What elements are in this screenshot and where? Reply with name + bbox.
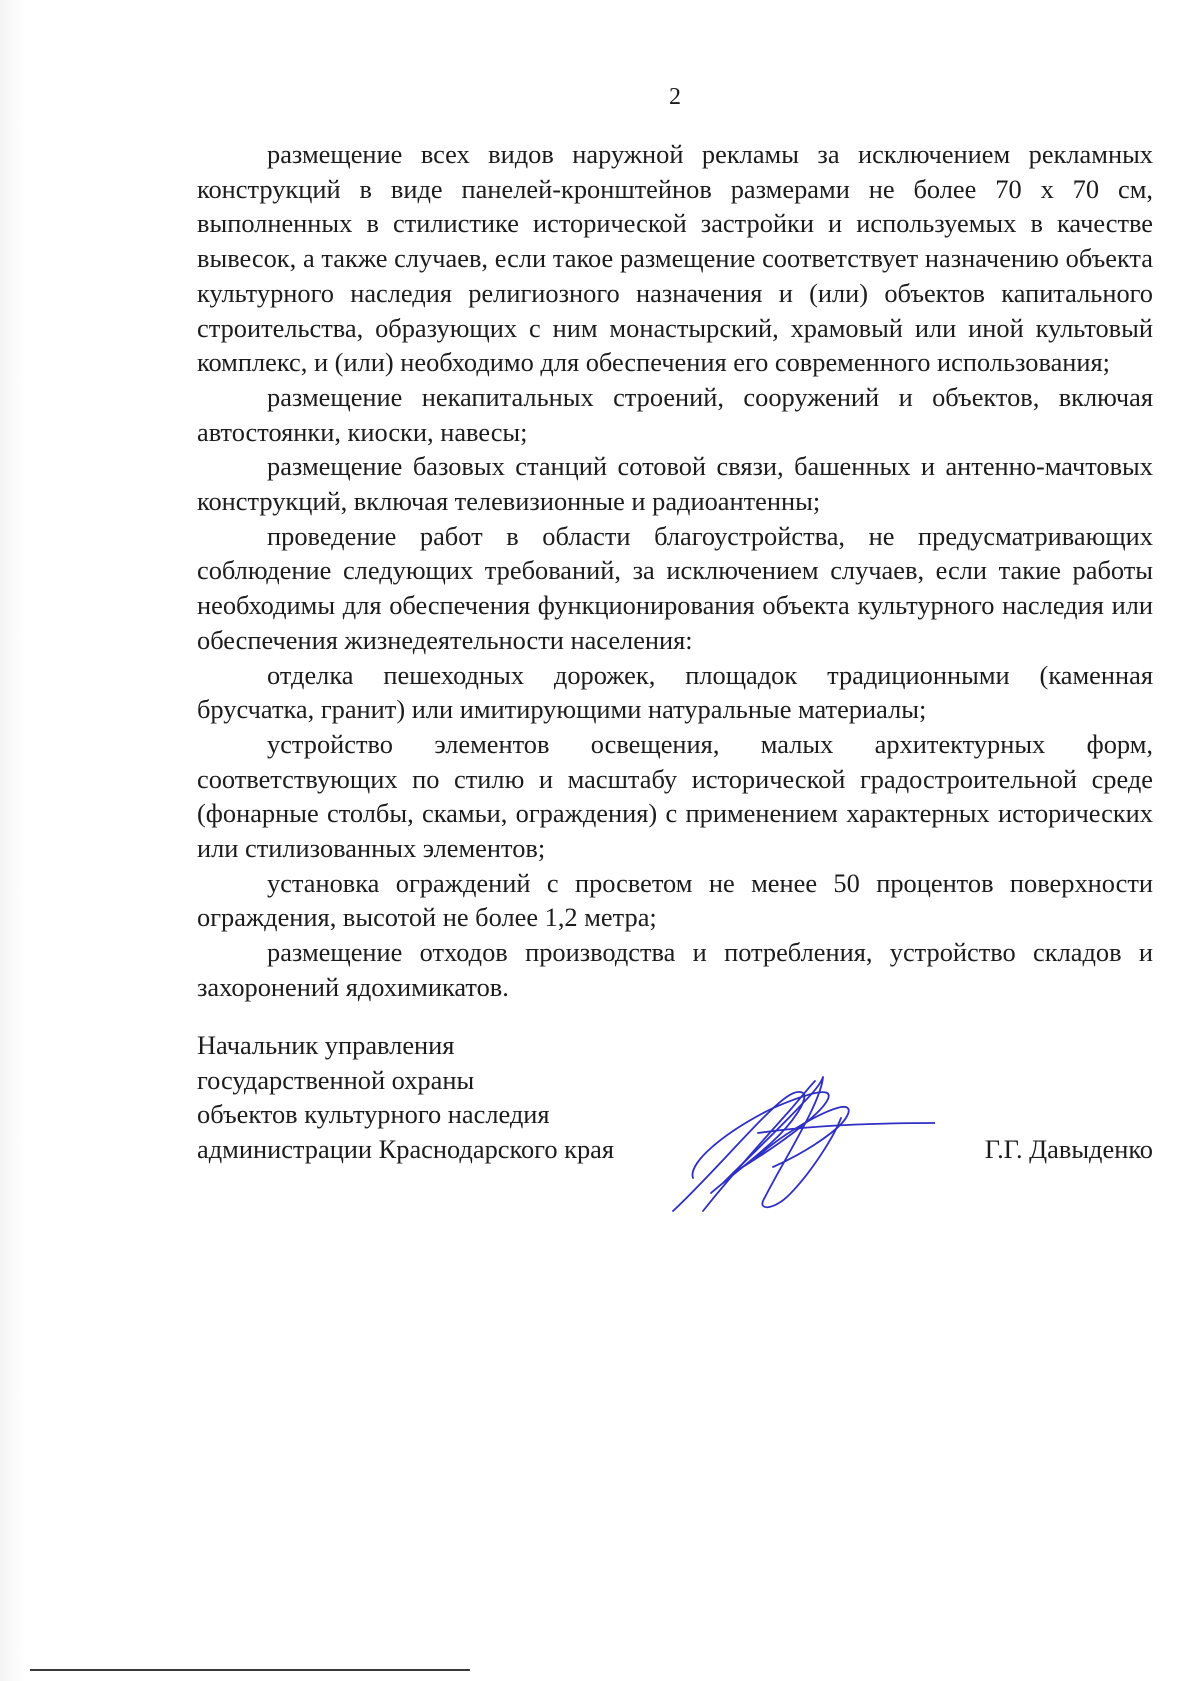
paragraph-waste-placement: размещение отходов производства и потребления, устройство складов и захоронений ядохимикатов. (197, 937, 1153, 1002)
signatory-title-line: Начальник управления (197, 1030, 455, 1060)
paragraph-pedestrian-paths: отделка пешеходных дорожек, площадок традиционными (каменная брусчатка, гранит) или имитирующими натуральные материалы; (197, 659, 1153, 725)
paragraph-non-capital-structures: размещение некапитальных строений, сооружений и объектов, включая автостоянки, киоски, навесы; (197, 381, 1153, 447)
paragraph-outdoor-advertising: размещение всех видов наружной рекламы за исключением рекламных конструкций в виде панелей-кронштейнов размерами не более 70 х 70 см, выполненных в стилистике исторической застройки и используемых в качестве вывесок, а также случаев, если такое размещение соответствует назначению объекта культурного наследия религиозного назначения и (или) объектов капитального строительства, образующих с ним монастырский, храмовый или иной культовый комплекс, и (или) необходимо для обеспечения его современного использования; (197, 139, 1153, 378)
signatory-title-line: администрации Краснодарского края (197, 1134, 614, 1165)
paragraph-cellular-stations: размещение базовых станций сотовой связи, башенных и антенно-мачтовых конструкций, включая телевизионные и радиоантенны; (197, 451, 1153, 517)
signatory-name: Г.Г. Давыденко (984, 1134, 1153, 1164)
document-body (197, 137, 1153, 1005)
footer-divider (30, 1669, 470, 1671)
page-number: 2 (669, 84, 681, 110)
paragraph-landscaping-works: проведение работ в области благоустройства, не предусматривающих соблюдение следующих требований, за исключением случаев, если такие работы необходимы для обеспечения функционирования объекта культурного наследия или обеспечения жизнедеятельности населения: (197, 520, 1153, 655)
signatory-title-line: объектов культурного наследия (197, 1099, 550, 1130)
paragraph-lighting-elements: устройство элементов освещения, малых архитектурных форм, соответствующих по стилю и масштабу исторической градостроительной среде (фонарные столбы, скамьи, ограждения) с применением характерных исторических или стилизованных элементов; (197, 728, 1153, 864)
scan-shadow-edge (0, 0, 26, 1681)
paragraph-fences: установка ограждений с просветом не менее 50 процентов поверхности ограждения, высотой не более 1,2 метра; (197, 867, 1153, 933)
handwritten-signature (663, 1063, 935, 1213)
signatory-title-line: государственной охраны (197, 1064, 475, 1095)
signatory-title (197, 1028, 667, 1167)
